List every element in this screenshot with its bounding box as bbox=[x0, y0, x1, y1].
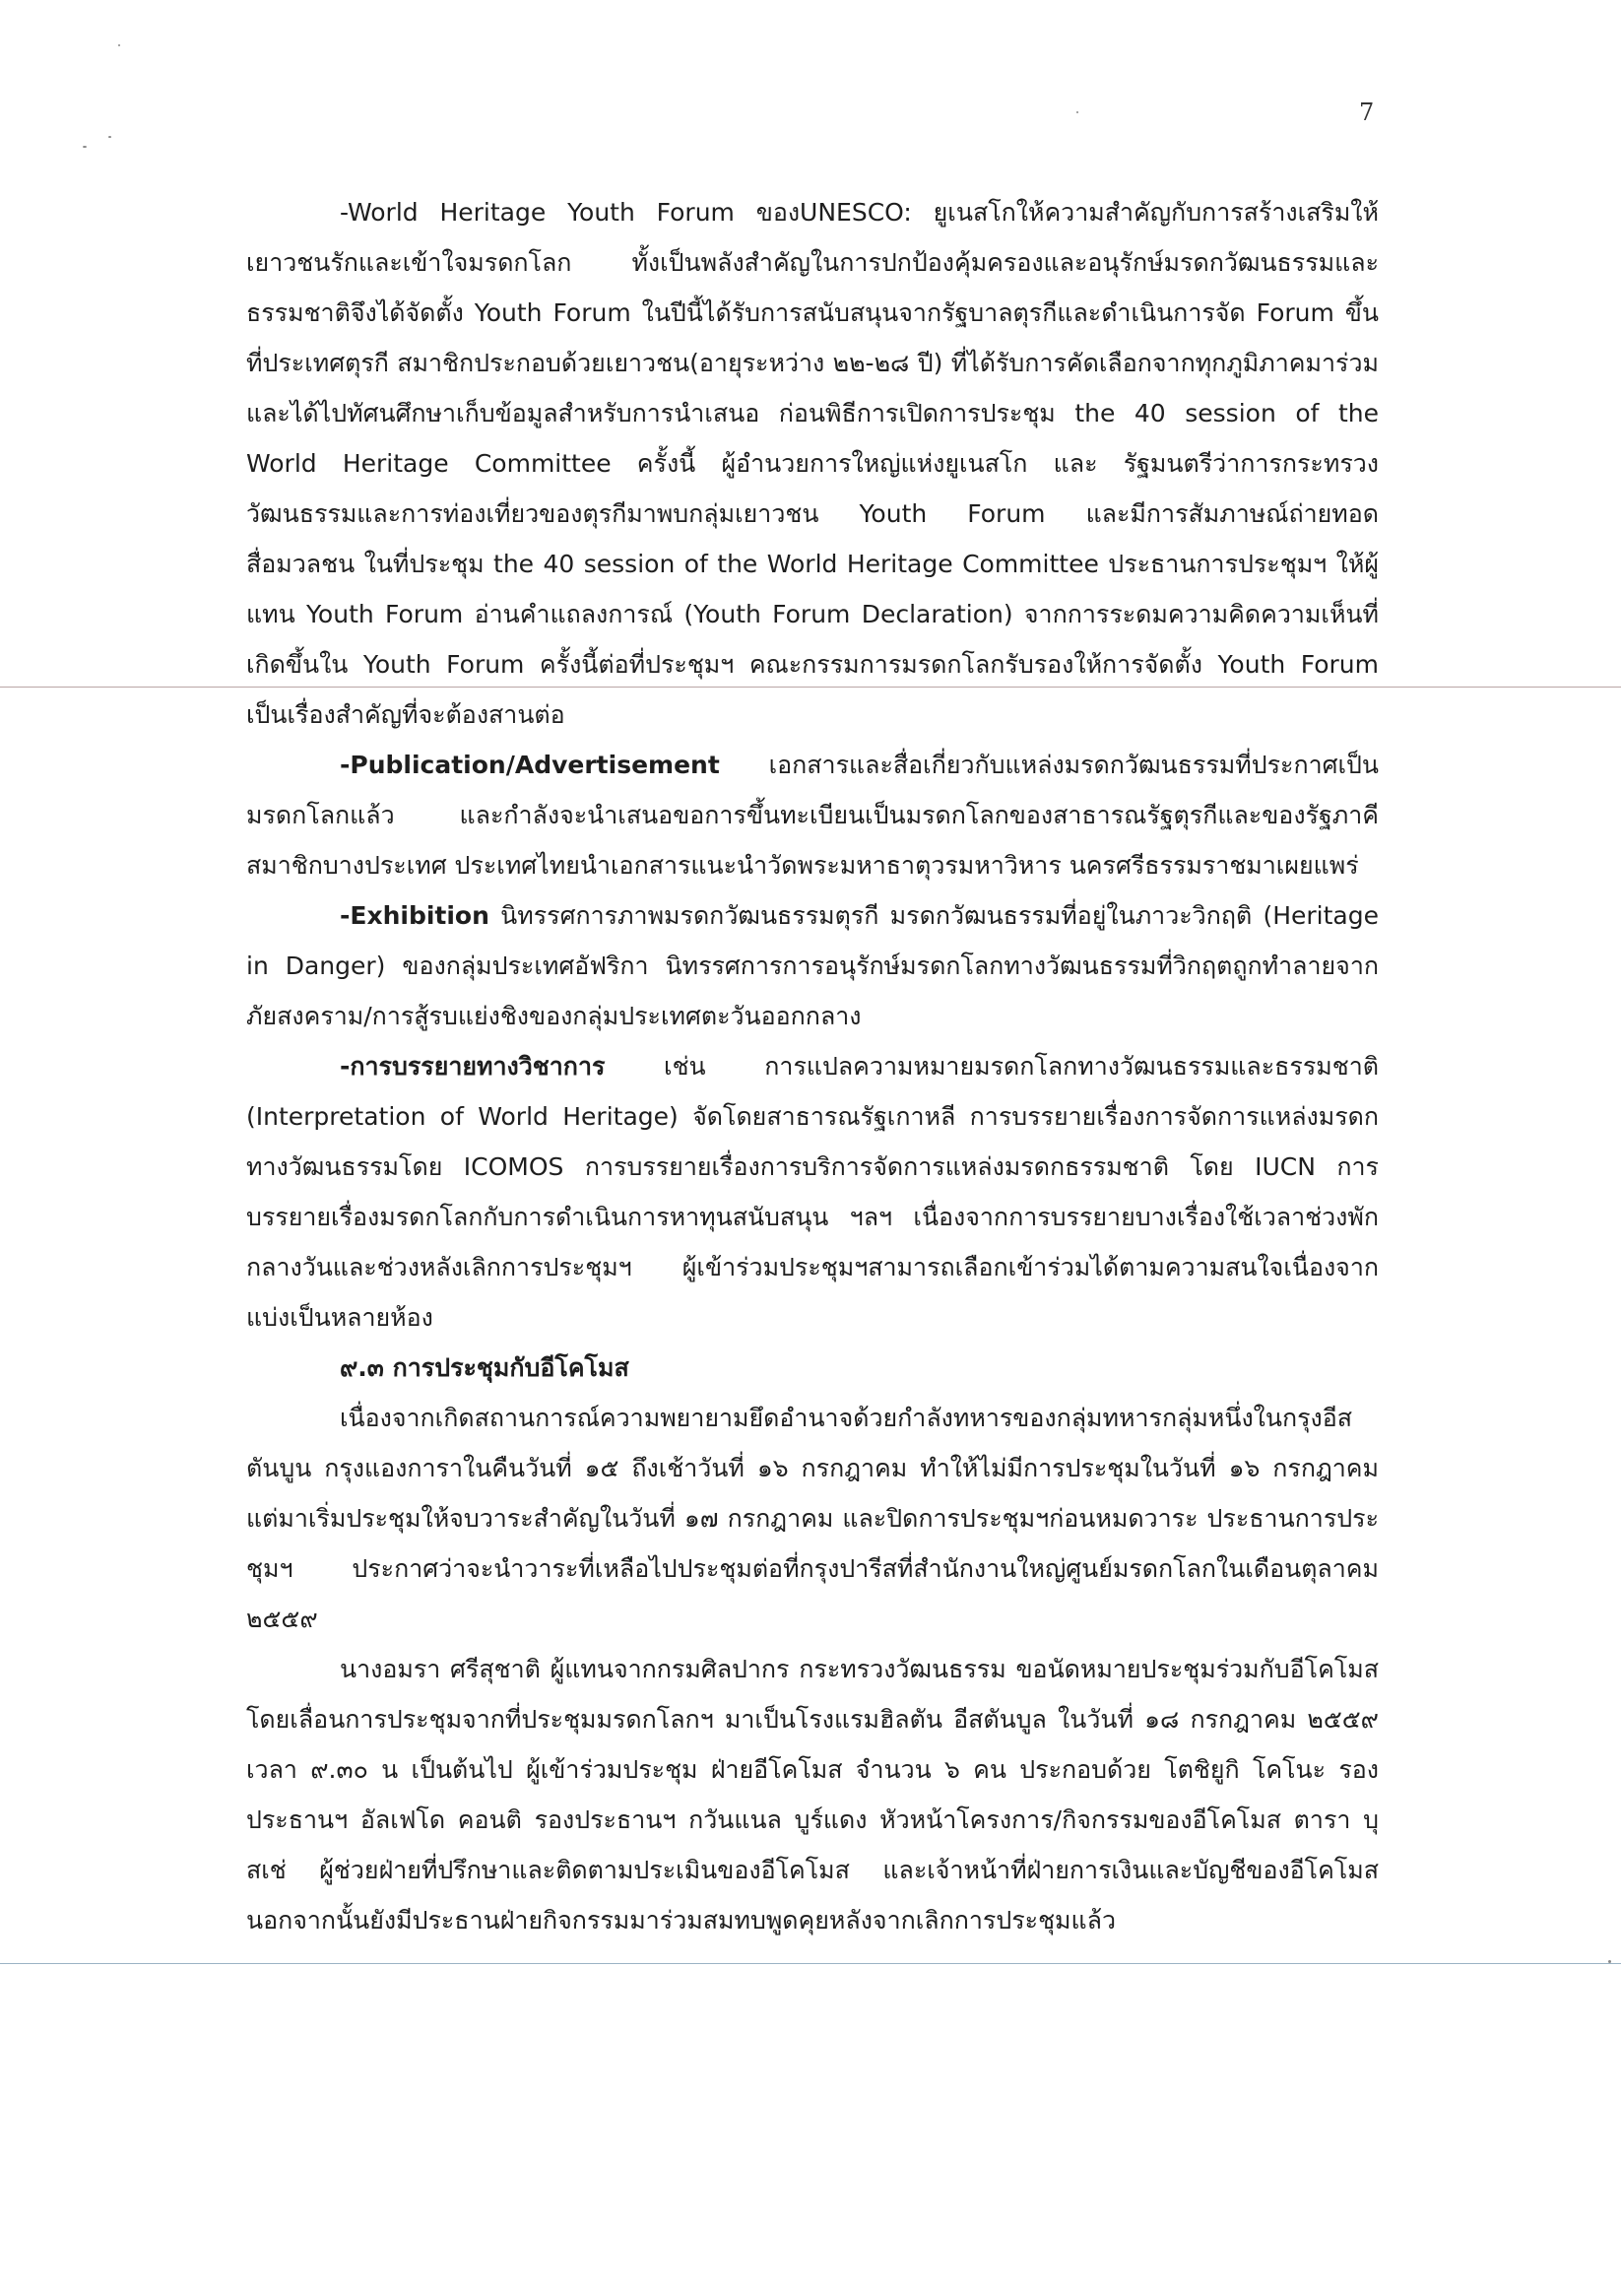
section-paragraph: เนื่องจากเกิดสถานการณ์ความพยายามยึดอำนาจด้วยกำลังทหารของกลุ่มทหารกลุ่มหนึ่งในกรุงอีสตันบูน กรุงแองการาในคืนวันที่ ๑๕ ถึงเช้าวันที่ ๑๖ กรกฎาคม ทำให้ไม่มีการประชุมในวันที่ ๑๖ กรกฎาคม แต่มาเริ่มประชุมให้จบวาระสำคัญในวันที่ ๑๗ กรกฎาคม และปิดการประชุมฯก่อนหมดวาระ ประธานการประชุมฯ ประกาศว่าจะนำวาระที่เหลือไปประชุมต่อที่กรุงปารีสที่สำนักงานใหญ่ศูนย์มรดกโลกในเดือนตุลาคม ๒๕๕๙ bbox=[246, 1404, 1379, 1633]
section-paragraph: นางอมรา ศรีสุชาติ ผู้แทนจากกรมศิลปากร กระทรวงวัฒนธรรม ขอนัดหมายประชุมร่วมกับอีโคโมส โดยเลื่อนการประชุมจากที่ประชุมมรดกโลกฯ มาเป็นโรงแรมฮิลตัน อีสตันบูล ในวันที่ ๑๘ กรกฎาคม ๒๕๕๙ เวลา ๙.๓๐ น เป็นต้นไป ผู้เข้าร่วมประชุม ฝ่ายอีโคโมส จำนวน ๖ คน ประกอบด้วย โตชิยูกิ โคโนะ รองประธานฯ อัลเฟโด คอนติ รองประธานฯ กวันแนล บูร์แดง หัวหน้าโครงการ/กิจกรรมของอีโคโมส ตารา บุสเช่ ผู้ช่วยฝ่ายที่ปรึกษาและติดตามประเมินของอีโคโมส และเจ้าหน้าที่ฝ่ายการเงินและบัญชีของอีโคโมส นอกจากนั้นยังมีประธานฝ่ายกิจกรรมมาร่วมสมทบพูดคุยหลังจากเลิกการประชุมแล้ว bbox=[246, 1655, 1379, 1935]
section-heading: ๙.๓ การประชุมกับอีโคโมส bbox=[340, 1353, 629, 1382]
scan-speck bbox=[1076, 111, 1078, 113]
paragraph-lead: -Publication/Advertisement bbox=[340, 751, 720, 779]
paragraph-text: -World Heritage Youth Forum ของUNESCO: ยูเนสโกให้ความสำคัญกับการสร้างเสริมให้เยาวชนรักและเข้าใจมรดกโลก ทั้งเป็นพลังสำคัญในการปกป้องคุ้มครองและอนุรักษ์มรดกวัฒนธรรมและธรรมชาติจึงได้จัดตั้ง Youth Forum ในปีนี้ได้รับการสนับสนุนจากรัฐบาลตุรกีและดำเนินการจัด Forum ขึ้นที่ประเทศตุรกี สมาชิกประกอบด้วยเยาวชน(อายุระหว่าง ๒๒-๒๘ ปี) ที่ได้รับการคัดเลือกจากทุกภูมิภาคมาร่วมและได้ไปทัศนศึกษาเก็บข้อมูลสำหรับการนำเสนอ ก่อนพิธีการเปิดการประชุม the 40 session of the World Heritage Committee ครั้งนี้ ผู้อำนวยการใหญ่แห่งยูเนสโก และ รัฐมนตรีว่าการกระทรวงวัฒนธรรมและการท่องเที่ยวของตุรกีมาพบกลุ่มเยาวชน Youth Forum และมีการสัมภาษณ์ถ่ายทอดสื่อมวลชน ในที่ประชุม the 40 session of the World Heritage Committee ประธานการประชุมฯ ให้ผู้แทน Youth Forum อ่านคำแถลงการณ์ (Youth Forum Declaration) จากการระดมความคิดความเห็นที่เกิดขึ้นใน Youth Forum ครั้งนี้ต่อที่ประชุมฯ คณะกรรมการมรดกโลกรับรองให้การจัดตั้ง Youth Forum เป็นเรื่องสำคัญที่จะต้องสานต่อ bbox=[246, 198, 1379, 729]
paragraph-publication bbox=[246, 740, 1379, 890]
scan-artifact-line bbox=[0, 1963, 1621, 1964]
paragraph-text: นิทรรศการภาพมรดกวัฒนธรรมตุรกี มรดกวัฒนธรรมที่อยู่ในภาวะวิกฤติ (Heritage in Danger) ของกลุ่มประเทศอัฟริกา นิทรรศการการอนุรักษ์มรดกโลกทางวัฒนธรรมที่วิกฤตถูกทำลายจากภัยสงคราม/การสู้รบแย่งชิงของกลุ่มประเทศตะวันออกกลาง bbox=[246, 901, 1379, 1030]
paragraph-lead: -การบรรยายทางวิชาการ bbox=[340, 1052, 606, 1081]
paragraph-text: เช่น การแปลความหมายมรดกโลกทางวัฒนธรรมและธรรมชาติ (Interpretation of World Heritage) จัดโดยสาธารณรัฐเกาหลี การบรรยายเรื่องการจัดการแหล่งมรดกทางวัฒนธรรมโดย ICOMOS การบรรยายเรื่องการบริการจัดการแหล่งมรดกธรรมชาติ โดย IUCN การบรรยายเรื่องมรดกโลกกับการดำเนินการหาทุนสนับสนุน ฯลฯ เนื่องจากการบรรยายบางเรื่องใช้เวลาช่วงพักกลางวันและช่วงหลังเลิกการประชุมฯ ผู้เข้าร่วมประชุมฯสามารถเลือกเข้าร่วมได้ตามความสนใจเนื่องจากแบ่งเป็นหลายห้อง bbox=[246, 1052, 1379, 1332]
scan-speck bbox=[83, 146, 87, 148]
paragraph-lectures bbox=[246, 1041, 1379, 1343]
paragraph-youth-forum bbox=[246, 187, 1379, 740]
paragraph-text: เอกสารและสื่อเกี่ยวกับแหล่งมรดกวัฒนธรรมที่ประกาศเป็นมรดกโลกแล้ว และกำลังจะนำเสนอขอการขึ้นทะเบียนเป็นมรดกโลกของสาธารณรัฐตุรกีและของรัฐภาคีสมาชิกบางประเทศ ประเทศไทยนำเอกสารแนะนำวัดพระมหาธาตุวรมหาวิหาร นครศรีธรรมราชมาเผยแพร่ bbox=[246, 751, 1379, 880]
paragraph-exhibition bbox=[246, 890, 1379, 1041]
document-body bbox=[246, 187, 1379, 1945]
scan-speck bbox=[118, 44, 120, 46]
paragraph-lead: -Exhibition bbox=[340, 901, 489, 930]
page-number: 7 bbox=[1359, 98, 1375, 126]
scan-speck bbox=[108, 136, 111, 138]
